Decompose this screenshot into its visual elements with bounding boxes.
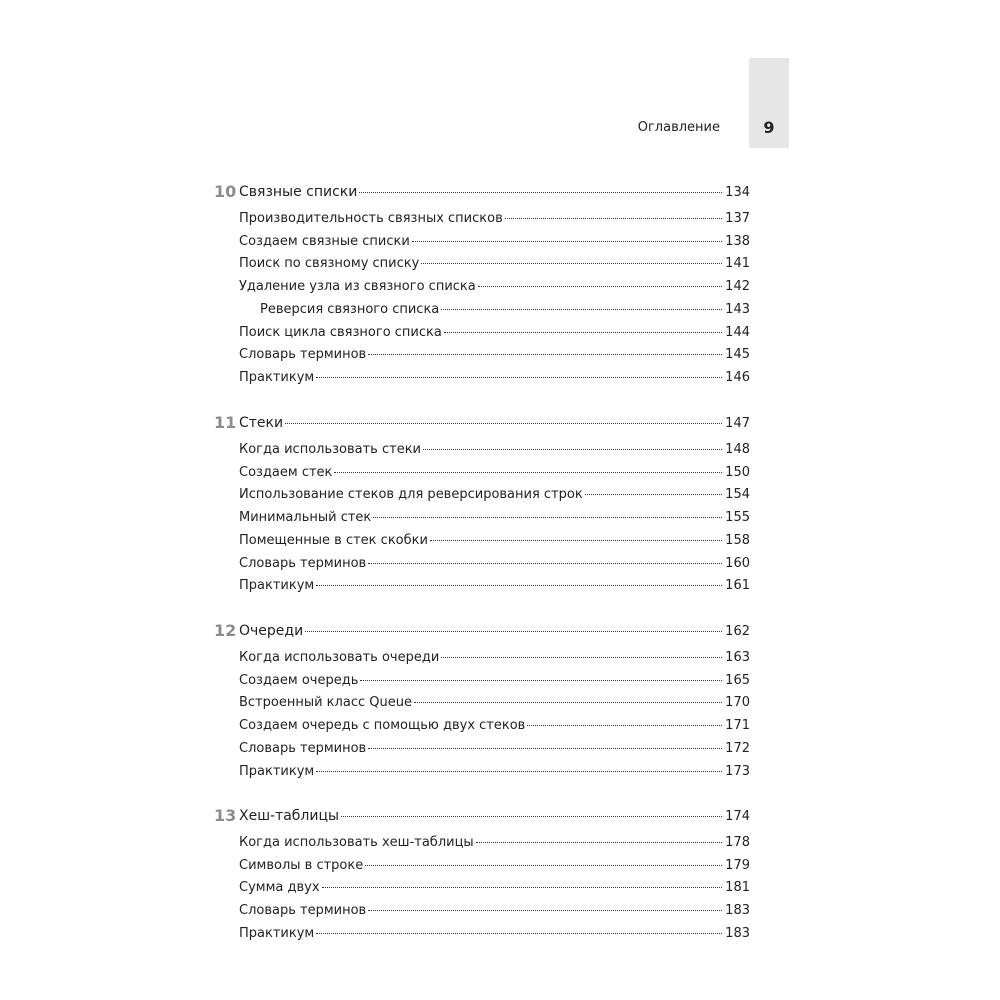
entry-page: 165: [725, 672, 750, 688]
entry-title: Минимальный стек: [239, 510, 372, 526]
entry-page: 143: [725, 301, 750, 317]
toc-chapter-row: [214, 415, 750, 432]
chapter-title: Хеш-таблицы: [239, 808, 340, 824]
dot-leader: [441, 309, 722, 310]
entry-title: Сумма двух: [239, 880, 320, 896]
entry-title: Удаление узла из связного списка: [239, 279, 476, 295]
dot-leader: [360, 680, 722, 681]
dot-leader: [316, 377, 722, 378]
dot-leader: [368, 354, 722, 355]
dot-leader: [444, 332, 722, 333]
dot-leader: [368, 748, 722, 749]
dot-leader: [423, 449, 722, 450]
entry-title: Производительность связных списков: [239, 211, 503, 226]
toc-entry-row: [239, 465, 750, 481]
dot-leader: [430, 540, 722, 541]
toc-entry-row: [239, 556, 750, 572]
toc-entry-row: [239, 764, 750, 780]
toc-entry-row: [239, 835, 750, 851]
entry-page: 172: [725, 740, 750, 756]
chapter-number: 10: [214, 182, 237, 201]
toc-entry-row: [239, 741, 750, 757]
chapter-title: Стеки: [239, 415, 284, 431]
toc-entry-row: [239, 578, 750, 594]
dot-leader: [505, 218, 722, 219]
entry-title: Встроенный класс Queue: [239, 695, 412, 711]
dot-leader: [421, 263, 722, 264]
dot-leader: [316, 933, 722, 934]
dot-leader: [365, 865, 722, 866]
entry-title: Практикум: [239, 578, 315, 594]
entry-title: Использование стеков для реверсирования строк: [239, 487, 583, 503]
entry-title: Практикум: [239, 763, 315, 779]
entry-title: Создаем очередь: [239, 672, 359, 688]
entry-page: 144: [725, 324, 750, 340]
entry-title: Практикум: [239, 925, 315, 941]
dot-leader: [341, 816, 722, 817]
entry-page: 150: [725, 464, 750, 480]
chapter-title: Связные списки: [239, 184, 358, 200]
chapter-number: 13: [214, 806, 237, 825]
entry-page: 145: [725, 347, 750, 363]
entry-page: 142: [725, 279, 750, 295]
dot-leader: [585, 494, 722, 495]
toc-chapter-row: [214, 184, 750, 201]
chapter-number: 11: [214, 413, 237, 432]
toc-entry-row: [239, 533, 750, 549]
entry-page: 171: [725, 718, 750, 734]
entry-title: Словарь терминов: [239, 740, 367, 756]
entry-title: Словарь терминов: [239, 347, 367, 363]
toc-entry-row: [239, 279, 750, 295]
entry-title: Символы в строке: [239, 857, 364, 873]
toc-entry-row: [260, 302, 750, 318]
dot-leader: [322, 887, 723, 888]
entry-title: Поиск по связному списку: [239, 256, 420, 272]
toc-entry-row: [239, 858, 750, 874]
entry-title: Поиск цикла связного списка: [239, 324, 442, 340]
entry-page: 183: [725, 925, 750, 941]
chapter-number: 12: [214, 621, 237, 640]
chapter-page: 174: [725, 809, 750, 824]
entry-page: 173: [725, 763, 750, 779]
dot-leader: [316, 771, 722, 772]
dot-leader: [412, 241, 722, 242]
chapter-page: 134: [725, 185, 750, 200]
chapter-title: Очереди: [239, 623, 304, 639]
dot-leader: [305, 631, 722, 632]
entry-title: Помещенные в стек скобки: [239, 532, 428, 548]
dot-leader: [368, 563, 722, 564]
entry-page: 160: [725, 555, 750, 571]
toc-entry-row: [239, 211, 750, 227]
entry-page: 163: [725, 650, 750, 665]
dot-leader: [359, 192, 722, 193]
entry-title: Когда использовать очереди: [239, 650, 440, 665]
entry-title: Создаем связные списки: [239, 233, 410, 249]
dot-leader: [527, 725, 722, 726]
entry-title: Когда использовать стеки: [239, 442, 421, 457]
toc-entry-row: [239, 695, 750, 711]
dot-leader: [373, 517, 722, 518]
toc-entry-row: [239, 926, 750, 942]
dot-leader: [334, 472, 722, 473]
toc-chapter-row: [214, 808, 750, 825]
toc-entry-row: [239, 510, 750, 526]
toc-entry-row: [239, 650, 750, 666]
dot-leader: [441, 657, 722, 658]
toc-entry-row: [239, 370, 750, 386]
toc-entry-row: [239, 903, 750, 919]
entry-title: Практикум: [239, 369, 315, 385]
toc-entry-row: [239, 256, 750, 272]
entry-page: 138: [725, 233, 750, 249]
dot-leader: [316, 585, 722, 586]
entry-title: Когда использовать хеш-таблицы: [239, 835, 474, 850]
entry-title: Словарь терминов: [239, 903, 367, 919]
dot-leader: [285, 423, 722, 424]
entry-page: 155: [725, 510, 750, 526]
entry-page: 161: [725, 578, 750, 594]
dot-leader: [368, 910, 722, 911]
chapter-page: 162: [725, 624, 750, 639]
entry-page: 137: [725, 211, 750, 226]
entry-title: Создаем стек: [239, 464, 333, 480]
toc-entry-row: [239, 718, 750, 734]
toc-chapter-row: [214, 623, 750, 640]
entry-page: 179: [725, 857, 750, 873]
entry-page: 178: [725, 835, 750, 850]
page-number: 9: [763, 118, 775, 137]
toc-entry-row: [239, 673, 750, 689]
entry-page: 154: [725, 487, 750, 503]
dot-leader: [414, 702, 722, 703]
toc-entry-row: [239, 325, 750, 341]
chapter-page: 147: [725, 416, 750, 431]
running-title: Оглавление: [637, 120, 720, 135]
entry-title: Создаем очередь с помощью двух стеков: [239, 718, 526, 734]
entry-page: 181: [725, 880, 750, 896]
entry-page: 148: [725, 442, 750, 457]
toc-entry-row: [239, 487, 750, 503]
entry-page: 141: [725, 256, 750, 272]
toc-entry-row: [239, 347, 750, 363]
entry-page: 146: [725, 369, 750, 385]
entry-page: 183: [725, 903, 750, 919]
entry-page: 158: [725, 532, 750, 548]
dot-leader: [476, 842, 722, 843]
toc-entry-row: [239, 442, 750, 458]
entry-title: Словарь терминов: [239, 555, 367, 571]
entry-page: 170: [725, 695, 750, 711]
dot-leader: [478, 286, 722, 287]
toc-entry-row: [239, 234, 750, 250]
entry-title: Реверсия связного списка: [260, 301, 440, 317]
toc-entry-row: [239, 880, 750, 896]
